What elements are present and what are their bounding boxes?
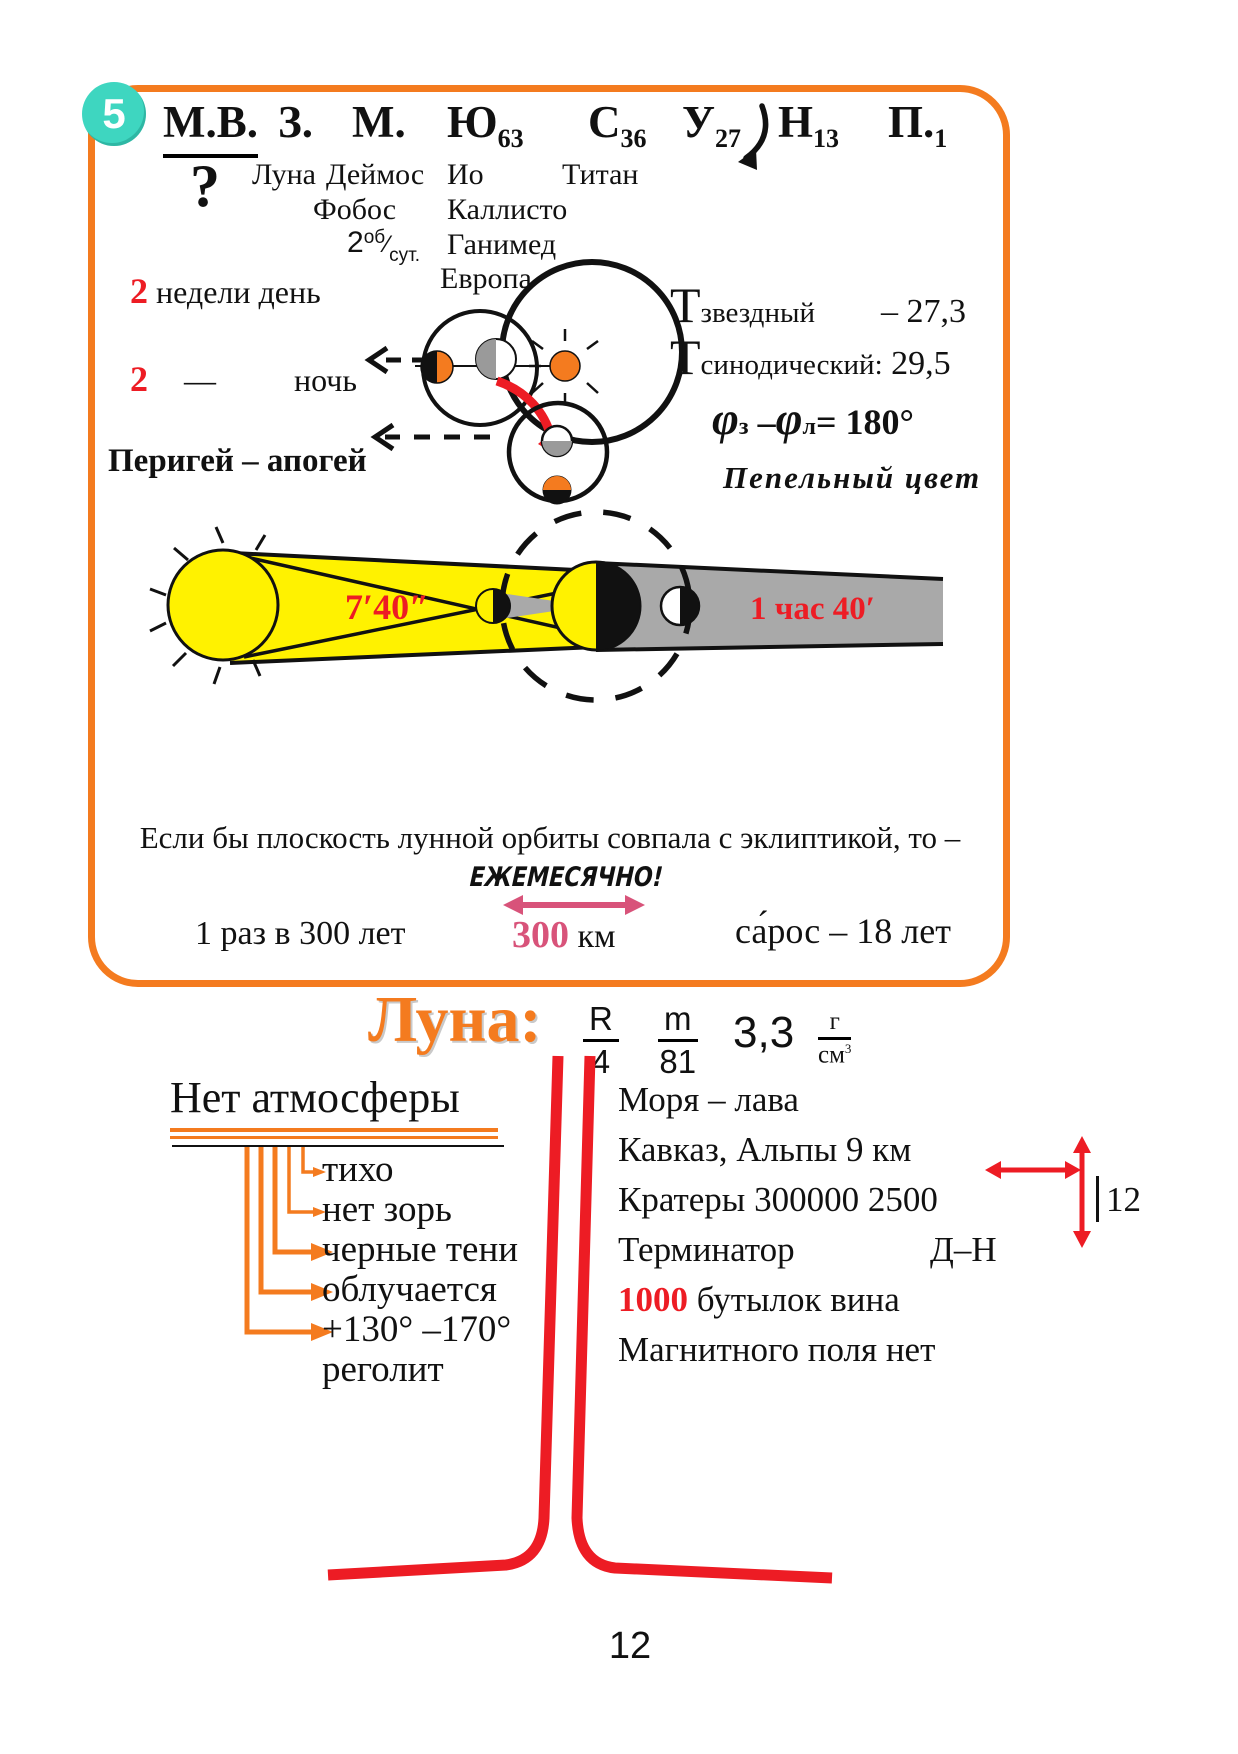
consequence-temperature: +130° –170° [322, 1309, 512, 1350]
planet-mars: М. [352, 97, 406, 147]
synodic-period: Тсинодический: 29,5 [670, 329, 951, 385]
moon-phase-diagram [355, 255, 689, 517]
red-horizontal-arrow [985, 1158, 1081, 1182]
phase-formula: φз –φл= 180° [712, 393, 914, 444]
question-mark: ? [190, 153, 220, 219]
sun-icon [529, 329, 598, 405]
consequence-irradiated: облучается [322, 1269, 497, 1310]
shadow-width: 300 км [512, 914, 616, 956]
lesson-number: 5 [102, 90, 126, 137]
fact-no-magnetic-field: Магнитного поля нет [618, 1330, 936, 1369]
consequence-regolith: реголит [322, 1349, 444, 1390]
fact-mountains: Кавказ, Альпы 9 км [618, 1130, 912, 1169]
solar-eclipse-duration: 7′40″ [345, 587, 430, 627]
moon-callisto: Каллисто [447, 193, 568, 226]
moon-luna: Луна [252, 158, 316, 191]
density-unit: г $см^3$ [818, 1008, 852, 1069]
lesson-number-badge [82, 82, 146, 146]
planet-uranus: $У_{27}$ [682, 97, 742, 153]
section-title-luna: Луна: [368, 983, 542, 1056]
density-value: 3,3 [733, 1008, 795, 1057]
moon-phobos: Фобос [313, 193, 397, 226]
planet-mercury-venus: М.В. [163, 96, 258, 158]
planet-jupiter: $Ю_{63}$ [447, 97, 524, 153]
radius-ratio: $\frac{R}{4}$ [583, 1000, 619, 1081]
fact-terminator: Терминатор [618, 1230, 795, 1269]
uranus-rotation-arrow-icon [730, 100, 774, 174]
fact-craters-extra: 12 [1106, 1180, 1141, 1219]
crater-divider-line [1096, 1176, 1099, 1222]
sidereal-period: Тзвездный – 27,3 [670, 277, 966, 333]
perigee-apogee: Перигей – апогей [108, 443, 367, 479]
planet-neptune: $Н_{13}$ [778, 97, 840, 153]
moon-deimos: Деймос [326, 158, 425, 191]
ecliptic-note: Если бы плоскость лунной орбиты совпала с эклиптикой, то – [139, 820, 961, 855]
moon-ganymede: Ганимед [447, 228, 557, 261]
red-vertical-arrow [1068, 1136, 1096, 1248]
lunar-eclipse-duration: 1 час 40′ [750, 591, 876, 627]
mass-ratio: $\frac{m}{81}$ [659, 1000, 697, 1080]
planet-earth: З. [278, 97, 314, 147]
consequence-quiet: тихо [322, 1149, 394, 1190]
planet-saturn: $С_{36}$ [588, 97, 647, 153]
monthly-label: ЕЖЕМЕСЯЧНО! [468, 862, 664, 893]
fact-seas: Моря – лава [618, 1080, 799, 1119]
two-weeks-day: 2 недели день [130, 271, 321, 311]
page-number: 12 [608, 1625, 652, 1667]
fact-wine: 1000 бутылок вина [618, 1280, 900, 1319]
consequence-black-shadows: черные тени [322, 1229, 519, 1270]
two-weeks-night: 2 — ночь [130, 359, 357, 399]
eclipse-frequency: 1 раз в 300 лет [195, 915, 406, 952]
moon-titan: Титан [562, 158, 639, 191]
red-fork-figure [300, 1048, 860, 1608]
saros-cycle: са́рос – 18 лет [735, 911, 951, 951]
mars-moon-rate: $2^{об}⁄_{сут.}$ [347, 226, 421, 266]
planet-pluto: $П._1$ [888, 97, 948, 153]
moon-europa: Европа [440, 262, 532, 295]
fact-terminator-value: Д–Н [930, 1230, 997, 1269]
ashen-light-label: Пепельный цвет [723, 460, 982, 495]
no-atmosphere-heading: Нет атмосферы [170, 1073, 460, 1122]
fact-craters: Кратеры 300000 2500 [618, 1180, 938, 1219]
consequence-no-dawn: нет зорь [322, 1189, 452, 1230]
moon-io: Ио [447, 158, 484, 191]
